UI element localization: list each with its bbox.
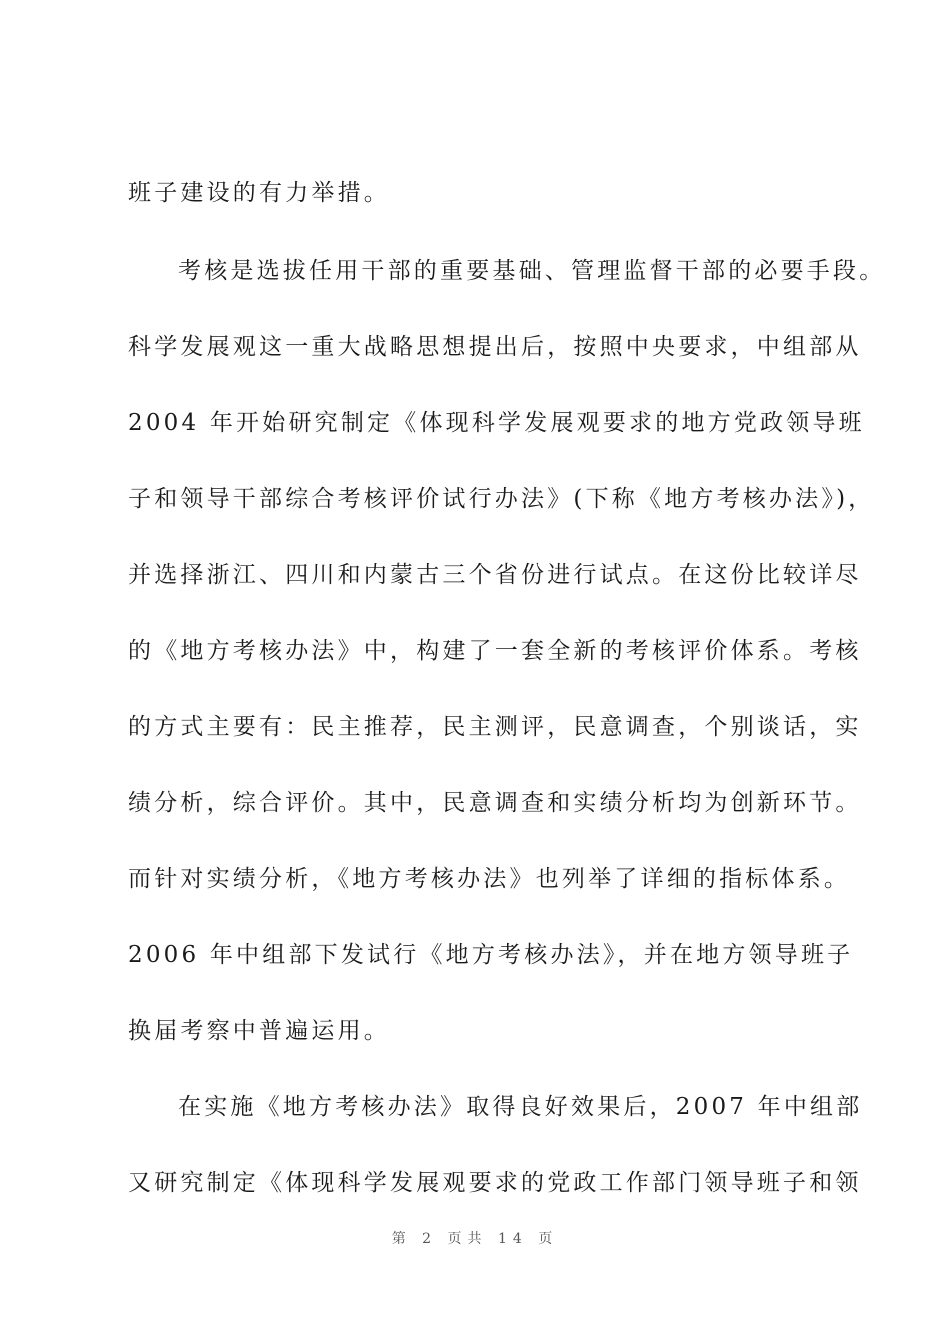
text-line: 绩分析，综合评价。其中，民意调查和实绩分析均为创新环节。 [128,790,862,816]
text-line: 的方式主要有：民主推荐，民主测评，民意调查，个别谈话，实 [128,714,862,740]
text-line: 2004 年开始研究制定《体现科学发展观要求的地方党政领导班 [128,410,865,436]
text-line: 班子建设的有力举措。 [128,180,390,206]
text-line: 而针对实绩分析，《地方考核办法》也列举了详细的指标体系。 [128,866,851,892]
text-line: 又研究制定《体现科学发展观要求的党政工作部门领导班子和领 [128,1170,862,1196]
paragraph-first-line: 在实施《地方考核办法》取得良好效果后，2007 年中组部 [178,1094,863,1120]
text-line: 的《地方考核办法》中，构建了一套全新的考核评价体系。考核 [128,638,862,664]
text-line: 换届考察中普遍运用。 [128,1018,390,1044]
text-line: 2006 年中组部下发试行《地方考核办法》，并在地方领导班子 [128,942,854,968]
paragraph-first-line: 考核是选拔任用干部的重要基础、管理监督干部的必要手段。 [178,258,886,284]
text-line: 并选择浙江、四川和内蒙古三个省份进行试点。在这份比较详尽 [128,562,862,588]
text-line: 子和领导干部综合考核评价试行办法》(下称《地方考核办法》)， [128,486,875,512]
text-line: 科学发展观这一重大战略思想提出后，按照中央要求，中组部从 [128,334,862,360]
page-number-footer: 第 2 页共 14 页 [391,1231,559,1247]
